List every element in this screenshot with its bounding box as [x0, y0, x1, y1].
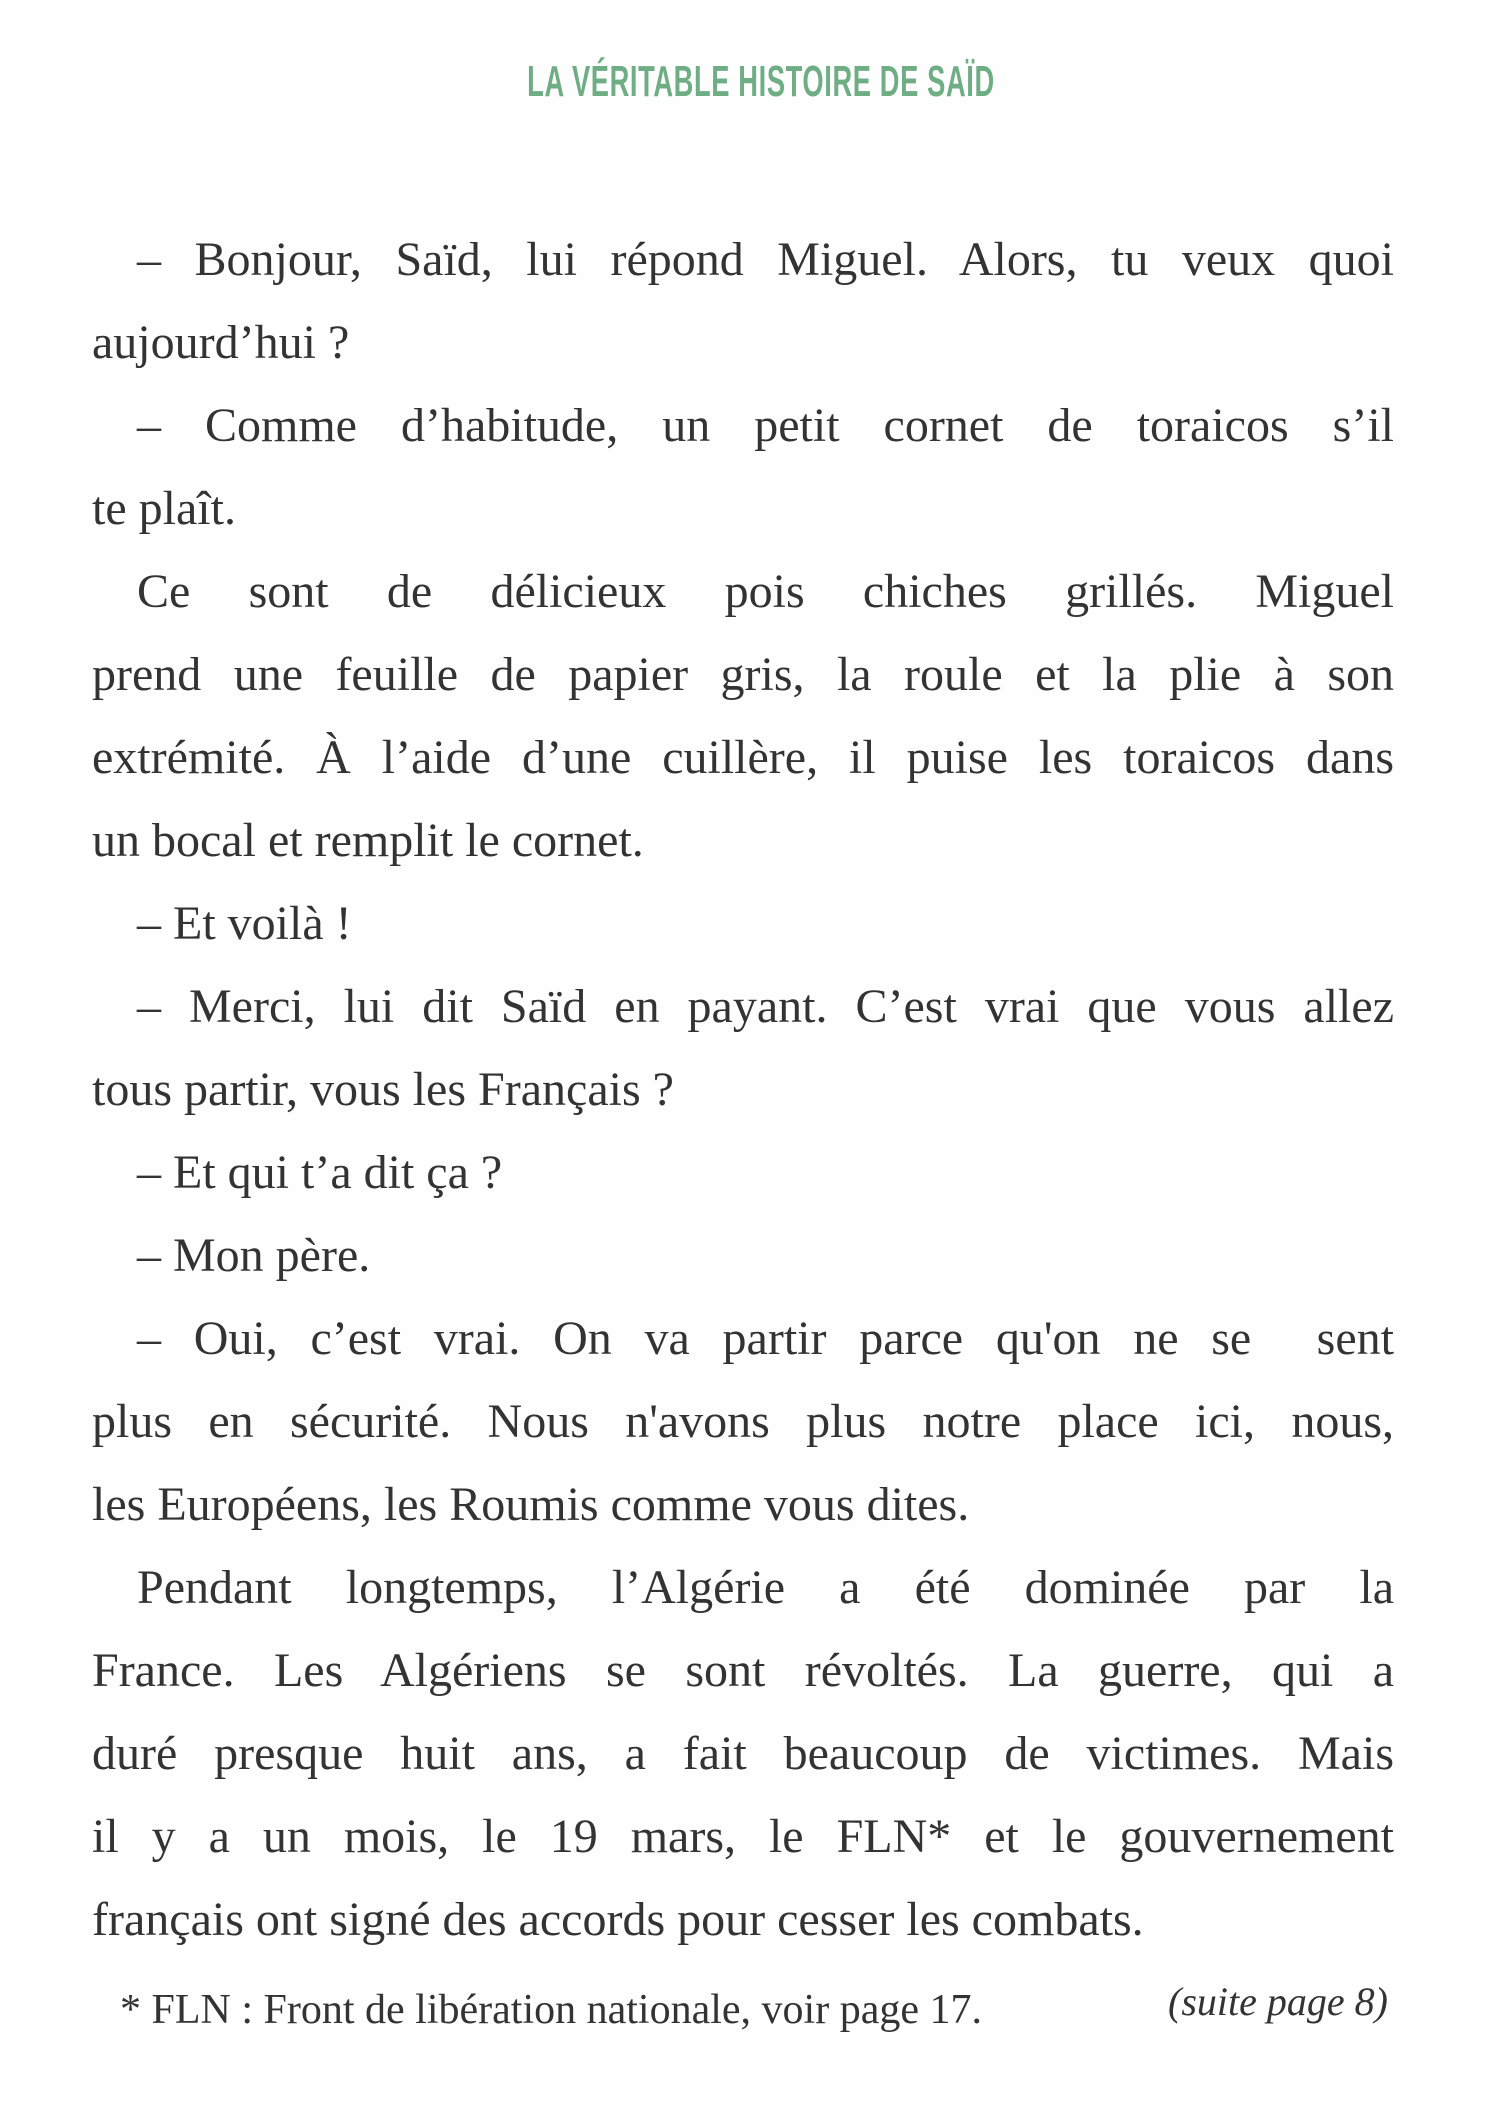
running-head-title: LA VÉRITABLE HISTOIRE DE SAÏD: [527, 57, 995, 106]
text-line: il y a un mois, le 19 mars, le FLN* et le gouvernement: [92, 1810, 1394, 1863]
text-line: un bocal et remplit le cornet.: [92, 814, 644, 867]
text-line: tous partir, vous les Français ?: [92, 1063, 674, 1116]
text-line: – Bonjour, Saïd, lui répond Miguel. Alors, tu veux quoi: [137, 233, 1394, 286]
text-line: Pendant longtemps, l’Algérie a été dominée par la: [137, 1561, 1394, 1614]
text-line: français ont signé des accords pour cesser les combats.: [92, 1893, 1144, 1946]
text-line: – Et voilà !: [137, 897, 352, 950]
text-line: – Et qui t’a dit ça ?: [137, 1146, 503, 1199]
text-line: duré presque huit ans, a fait beaucoup de victimes. Mais: [92, 1727, 1394, 1780]
text-line: te plaît.: [92, 482, 236, 535]
text-line: aujourd’hui ?: [92, 316, 350, 369]
text-line: les Européens, les Roumis comme vous dites.: [92, 1478, 970, 1531]
text-line: – Merci, lui dit Saïd en payant. C’est vrai que vous allez: [137, 980, 1394, 1033]
text-line: prend une feuille de papier gris, la roule et la plie à son: [92, 648, 1394, 701]
text-line: Ce sont de délicieux pois chiches grillés. Miguel: [137, 565, 1394, 618]
continuation-note: (suite page 8): [1168, 1979, 1388, 2024]
text-line: France. Les Algériens se sont révoltés. La guerre, qui a: [92, 1644, 1394, 1697]
text-line: – Comme d’habitude, un petit cornet de toraicos s’il: [137, 399, 1394, 452]
text-line: plus en sécurité. Nous n'avons plus notre place ici, nous,: [92, 1395, 1394, 1448]
text-line: – Oui, c’est vrai. On va partir parce qu'on ne se sent: [137, 1312, 1394, 1365]
text-line: extrémité. À l’aide d’une cuillère, il puise les toraicos dans: [92, 731, 1394, 784]
text-line: – Mon père.: [137, 1229, 371, 1282]
body-text: [92, 218, 1394, 1961]
footnote: * FLN : Front de libération nationale, voir page 17.: [120, 1987, 982, 2033]
